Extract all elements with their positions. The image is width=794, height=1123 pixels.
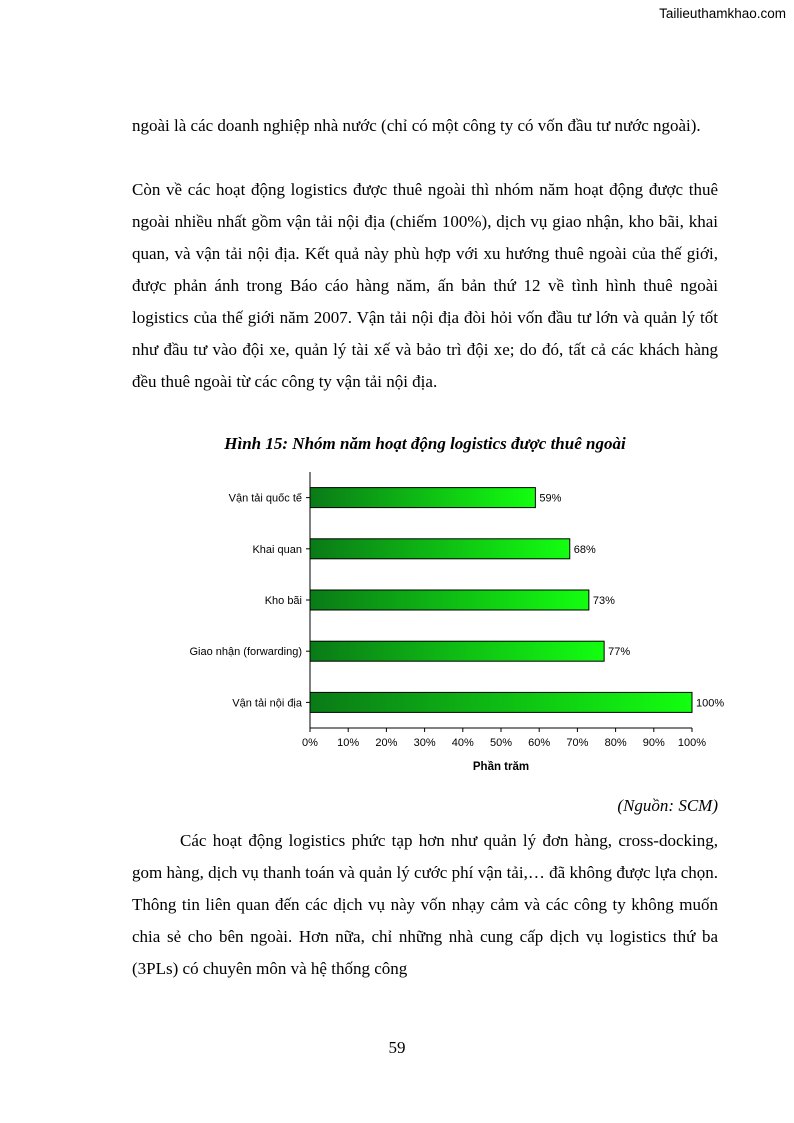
data-label: 73% (592, 595, 615, 607)
category-label: Vận tải nội địa (232, 697, 302, 710)
x-axis-title: Phần trăm (472, 761, 530, 773)
paragraph-3: Các hoạt động logistics phức tạp hơn như quản lý đơn hàng, cross-docking, gom hàng, dịch vụ thanh toán và quản lý cước phí vận tải,… đã không được lựa chọn. Thông tin liên quan đến các dịch vụ này vốn nhạy cảm và các công ty không muốn chia sẻ cho bên ngoài. Hơn nữa, chỉ những nhà cung cấp dịch vụ logistics thứ ba (3PLs) có chuyên môn và hệ thống công (132, 831, 718, 978)
figure-source: (Nguồn: SCM) (617, 796, 718, 815)
bar-chart (160, 470, 730, 790)
x-tick-label: 60% (528, 737, 551, 749)
x-tick-label: 100% (677, 737, 707, 749)
x-tick-label: 40% (451, 737, 474, 749)
paragraph-2: Còn về các hoạt động logistics được thuê ngoài thì nhóm năm hoạt động được thuê ngoài nhiều nhất gồm vận tải nội địa (chiếm 100%), dịch vụ giao nhận, kho bãi, khai quan, và vận tải nội địa. Kết quả này phù hợp với xu hướng thuê ngoài của thế giới, được phản ánh trong Báo cáo hàng năm, ấn bản thứ 12 về tình hình thuê ngoài logistics của thế giới năm 2007. Vận tải nội địa đòi hỏi vốn đầu tư lớn và quản lý tốt như đầu tư vào đội xe, quản lý tài xế và bảo trì đội xe; do đó, tất cả các khách hàng đều thuê ngoài từ các công ty vận tải nội địa. (132, 180, 718, 391)
data-label: 68% (573, 543, 596, 556)
x-tick-label: 0% (302, 737, 318, 749)
x-tick-label: 30% (413, 737, 436, 749)
data-label: 77% (608, 646, 631, 659)
figure-title: Hình 15: Nhóm năm hoạt động logistics được thuê ngoài (224, 434, 626, 453)
x-tick-label: 70% (566, 737, 589, 749)
paragraph-1: ngoài là các doanh nghiệp nhà nước (chỉ có một công ty có vốn đầu tư nước ngoài). (132, 116, 701, 135)
x-tick-label: 50% (489, 737, 513, 749)
category-label: Kho bãi (264, 595, 302, 607)
bar (310, 539, 570, 559)
watermark: Tailieuthamkhao.com (659, 6, 786, 21)
x-tick-label: 20% (375, 737, 398, 749)
bar (310, 692, 692, 712)
category-label: Giao nhận (forwarding) (189, 646, 302, 659)
bar (310, 641, 604, 661)
data-label: 100% (696, 697, 725, 710)
page-number: 59 (388, 1038, 406, 1057)
category-label: Khai quan (252, 543, 302, 556)
bar (310, 590, 589, 610)
x-tick-label: 90% (642, 737, 665, 749)
data-label: 59% (539, 492, 562, 505)
x-tick-label: 10% (337, 737, 360, 749)
bar (310, 488, 535, 508)
x-tick-label: 80% (604, 737, 627, 749)
category-label: Vận tải quốc tế (228, 492, 302, 505)
